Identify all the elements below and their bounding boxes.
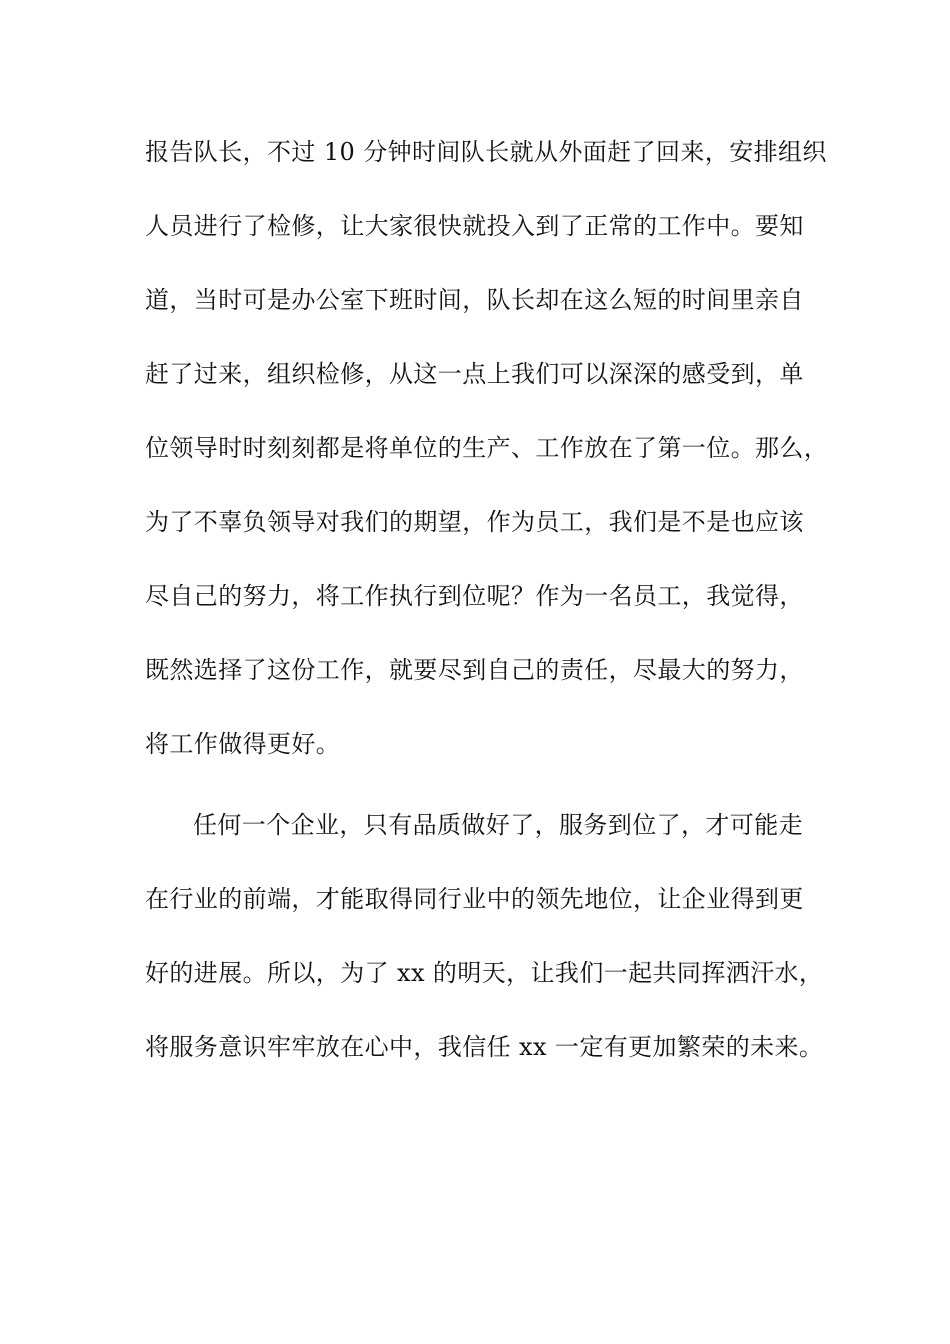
paragraph-1-line-3: 道，当时可是办公室下班时间，队长却在这么短的时间里亲自 — [145, 286, 804, 314]
paragraph-1-line-1: 报告队长，不过 10 分钟时间队长就从外面赶了回来，安排组织 — [145, 138, 827, 166]
paragraph-1-line-5: 位领导时时刻刻都是将单位的生产、工作放在了第一位。那么， — [145, 434, 829, 462]
paragraph-1-line-9: 将工作做得更好。 — [145, 730, 341, 758]
paragraph-1-line-2: 人员进行了检修，让大家很快就投入到了正常的工作中。要知 — [145, 212, 804, 240]
paragraph-1-line-6: 为了不辜负领导对我们的期望，作为员工，我们是不是也应该 — [145, 508, 804, 536]
paragraph-2-line-2: 在行业的前端，才能取得同行业中的领先地位，让企业得到更 — [145, 885, 804, 913]
paragraph-2-line-4: 将服务意识牢牢放在心中，我信任 xx 一定有更加繁荣的未来。 — [145, 1033, 824, 1061]
paragraph-1-line-4: 赶了过来，组织检修，从这一点上我们可以深深的感受到，单 — [145, 360, 804, 388]
paragraph-2-line-3: 好的进展。所以，为了 xx 的明天，让我们一起共同挥洒汗水， — [145, 959, 824, 987]
paragraph-2-line-1: 任何一个企业，只有品质做好了，服务到位了，才可能走 — [193, 811, 803, 839]
paragraph-1-line-8: 既然选择了这份工作，就要尽到自己的责任，尽最大的努力， — [145, 656, 804, 684]
paragraph-1-line-7: 尽自己的努力，将工作执行到位呢？作为一名员工，我觉得， — [145, 582, 804, 610]
